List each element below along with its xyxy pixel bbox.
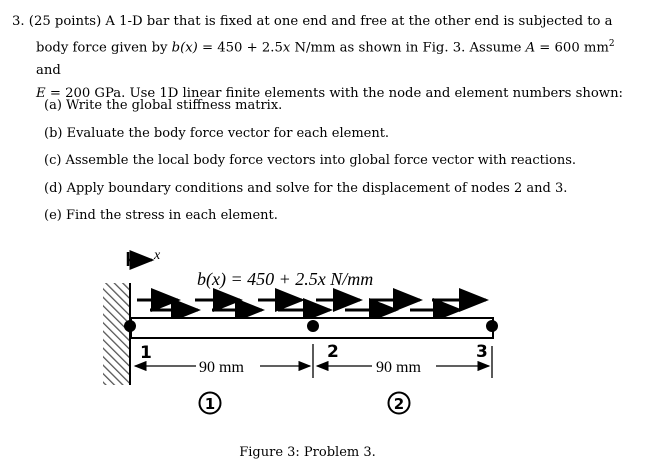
modulus-symbol: E	[36, 86, 46, 102]
area-exponent: 2	[608, 39, 615, 49]
node-1-label: 1	[140, 343, 152, 363]
x-symbol: x	[282, 40, 291, 56]
body-force-arrows	[137, 300, 486, 310]
dimension-lines	[135, 344, 492, 378]
problem-text-3: = 200 GPa. Use 1D linear finite elements with the node and element numbers shown:	[45, 86, 623, 102]
part-e: (e) Find the stress in each element.	[44, 208, 278, 223]
node-1-marker	[124, 320, 136, 332]
part-b: (b) Evaluate the body force vector for each element.	[44, 125, 390, 141]
problem-text-2e: and	[36, 63, 61, 79]
node-3-label: 3	[476, 342, 488, 362]
element-2-label: 2	[393, 395, 405, 413]
figure-caption-wrap	[0, 445, 645, 460]
problem-points: (25 points)	[28, 14, 102, 29]
part-a: (a) Write the global stiffness matrix.	[44, 98, 283, 113]
x-axis-label: x	[154, 248, 161, 263]
x-axis-indicator	[128, 248, 161, 266]
problem-text-2a: body force given by	[36, 40, 172, 56]
figure-caption: Figure 3: Problem 3.	[239, 445, 376, 460]
area-symbol: A	[525, 40, 536, 56]
dimension-1-label: 90 mm	[199, 359, 244, 376]
problem-text-2c: N/mm as shown in Fig. 3. Assume	[290, 40, 526, 56]
force-label: b(x) = 450 + 2.5x N/mm	[197, 269, 374, 289]
dimension-2-label: 90 mm	[376, 359, 421, 376]
element-1-label: 1	[204, 395, 216, 413]
problem-text-1: A 1-D bar that is fixed at one end and free at the other end is subjected to a	[105, 14, 613, 29]
node-3-marker	[486, 320, 498, 332]
fixed-support	[103, 283, 130, 385]
node-2-marker	[307, 320, 319, 332]
problem-text-2b: = 450 + 2.5	[197, 40, 283, 56]
node-2-label: 2	[327, 342, 339, 362]
part-c: (c) Assemble the local body force vectors into global force vector with reactions.	[44, 153, 577, 168]
problem-text-2d: = 600 mm	[535, 40, 609, 56]
body-force-symbol: b(x)	[171, 40, 198, 56]
problem-number: 3.	[12, 14, 25, 29]
part-d: (d) Apply boundary conditions and solve for the displacement of nodes 2 and 3.	[44, 180, 568, 196]
